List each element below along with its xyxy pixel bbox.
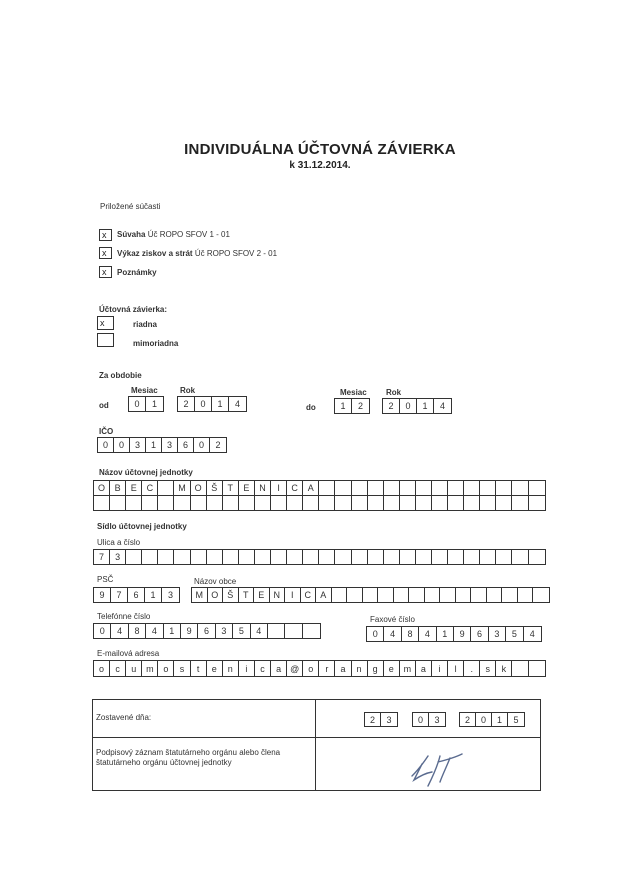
closing-type-checkbox-extraordinary[interactable] bbox=[97, 333, 114, 347]
compiled-month-field[interactable] bbox=[412, 712, 446, 727]
city-field-cell: Š bbox=[223, 588, 239, 602]
phone-field-cell: 1 bbox=[164, 624, 181, 638]
email-field-cell: e bbox=[384, 661, 400, 676]
to-year-field-cell: 4 bbox=[439, 401, 445, 411]
fax-field-cell: 3 bbox=[489, 627, 506, 641]
to-year-field-cell: 2 bbox=[383, 399, 400, 413]
entity-name-row-2-cell bbox=[158, 496, 174, 510]
email-field-cell: r bbox=[319, 661, 335, 676]
entity-name-row-1-cell: E bbox=[126, 481, 142, 495]
email-field-cell: . bbox=[464, 661, 480, 676]
signature-table-divider bbox=[315, 700, 316, 790]
email-field-cell: s bbox=[480, 661, 496, 676]
address-section-label: Sídlo účtovnej jednotky bbox=[97, 522, 187, 531]
entity-name-row-2-cell bbox=[400, 496, 416, 510]
compiled-day-field-cell: 3 bbox=[386, 714, 392, 725]
email-field-cell: o bbox=[303, 661, 319, 676]
street-field-cell bbox=[384, 550, 400, 564]
entity-name-row-1-cell bbox=[529, 481, 545, 495]
fax-field-cell: 0 bbox=[367, 627, 384, 641]
phone-field-cell bbox=[303, 624, 320, 638]
attachment-checkbox-2[interactable]: x bbox=[99, 247, 112, 259]
email-field-cell: n bbox=[223, 661, 239, 676]
entity-name-row-1-cell bbox=[416, 481, 432, 495]
street-field-cell bbox=[303, 550, 319, 564]
entity-name-row-1-cell: I bbox=[271, 481, 287, 495]
phone-field-cell: 8 bbox=[129, 624, 146, 638]
entity-name-row-2-cell bbox=[207, 496, 223, 510]
street-field-cell bbox=[368, 550, 384, 564]
compiled-year-field-cell: 5 bbox=[513, 714, 519, 725]
street-field-cell bbox=[158, 550, 174, 564]
fax-field-cell: 6 bbox=[471, 627, 488, 641]
ico-field-cell: 3 bbox=[162, 438, 178, 452]
entity-name-row-1-cell bbox=[352, 481, 368, 495]
email-field-cell: c bbox=[110, 661, 126, 676]
entity-name-row-1-cell bbox=[158, 481, 174, 495]
city-field-cell bbox=[409, 588, 425, 602]
email-field-cell: i bbox=[239, 661, 255, 676]
entity-name-row-2-cell bbox=[287, 496, 303, 510]
compiled-day-field[interactable] bbox=[364, 712, 398, 727]
entity-name-row-2-cell bbox=[512, 496, 528, 510]
entity-name-row-2-cell bbox=[464, 496, 480, 510]
street-field-cell bbox=[496, 550, 512, 564]
entity-name-row-2-cell bbox=[529, 496, 545, 510]
city-field-cell bbox=[363, 588, 379, 602]
entity-name-row-2-cell bbox=[94, 496, 110, 510]
compiled-date-label: Zostavené dňa: bbox=[96, 713, 152, 722]
street-field-cell bbox=[255, 550, 271, 564]
entity-name-row-1-cell bbox=[480, 481, 496, 495]
entity-name-row-2-cell bbox=[319, 496, 335, 510]
fax-field-cell: 5 bbox=[506, 627, 523, 641]
email-field-cell: m bbox=[400, 661, 416, 676]
city-label: Názov obce bbox=[194, 577, 237, 586]
to-label: do bbox=[306, 403, 316, 412]
street-field-cell bbox=[448, 550, 464, 564]
ico-label: IČO bbox=[99, 427, 114, 436]
signature-record-label: Podpisový záznam štatutárneho orgánu alebo člena štatutárneho orgánu účtovnej jednotky bbox=[96, 748, 281, 767]
entity-name-row-2-cell bbox=[384, 496, 400, 510]
from-label: od bbox=[99, 401, 109, 410]
street-field-cell bbox=[352, 550, 368, 564]
email-field-cell: l bbox=[448, 661, 464, 676]
phone-field-cell: 4 bbox=[146, 624, 163, 638]
psc-field-cell: 6 bbox=[128, 588, 145, 602]
street-field-cell bbox=[319, 550, 335, 564]
entity-name-row-1-cell bbox=[384, 481, 400, 495]
entity-name-row-1-cell: N bbox=[255, 481, 271, 495]
city-field-cell bbox=[471, 588, 487, 602]
city-field[interactable] bbox=[191, 587, 550, 603]
street-field-cell bbox=[223, 550, 239, 564]
phone-field-cell: 4 bbox=[251, 624, 268, 638]
psc-label: PSČ bbox=[97, 575, 114, 584]
closing-type-label-regular: riadna bbox=[133, 320, 158, 329]
entity-name-row-2-cell bbox=[352, 496, 368, 510]
phone-field-cell: 4 bbox=[111, 624, 128, 638]
phone-field-cell bbox=[285, 624, 302, 638]
email-field-cell: n bbox=[352, 661, 368, 676]
from-year-field-cell: 2 bbox=[178, 397, 195, 411]
entity-name-row-1-cell: Š bbox=[207, 481, 223, 495]
entity-name-row-1-cell bbox=[496, 481, 512, 495]
from-year-label: Rok bbox=[180, 386, 196, 395]
street-field-cell bbox=[207, 550, 223, 564]
ico-field[interactable] bbox=[97, 437, 227, 453]
entity-name-row-2-cell bbox=[335, 496, 351, 510]
entity-name-row-2-cell bbox=[174, 496, 190, 510]
city-field-cell: O bbox=[208, 588, 224, 602]
city-field-cell bbox=[440, 588, 456, 602]
period-label: Za obdobie bbox=[99, 371, 142, 380]
city-field-cell: M bbox=[192, 588, 208, 602]
email-field-cell: o bbox=[94, 661, 110, 676]
city-field-cell: E bbox=[254, 588, 270, 602]
entity-name-row-2-cell bbox=[110, 496, 126, 510]
email-field-cell: a bbox=[416, 661, 432, 676]
from-year-field-cell: 4 bbox=[234, 399, 240, 409]
email-field-cell: t bbox=[191, 661, 207, 676]
psc-field[interactable] bbox=[93, 587, 180, 603]
to-year-field[interactable] bbox=[382, 398, 452, 414]
phone-field-cell: 9 bbox=[181, 624, 198, 638]
phone-field-cell: 0 bbox=[94, 624, 111, 638]
city-field-cell bbox=[456, 588, 472, 602]
street-field-cell bbox=[287, 550, 303, 564]
street-field-cell bbox=[174, 550, 190, 564]
entity-name-row-2-cell bbox=[496, 496, 512, 510]
street-field-cell bbox=[335, 550, 351, 564]
entity-name-row-2-cell bbox=[432, 496, 448, 510]
fax-field-cell: 9 bbox=[454, 627, 471, 641]
city-field-cell bbox=[533, 588, 549, 602]
entity-name-row-2-cell bbox=[223, 496, 239, 510]
compiled-year-field[interactable] bbox=[459, 712, 525, 727]
street-field-cell bbox=[191, 550, 207, 564]
street-field[interactable] bbox=[93, 549, 546, 565]
city-field-cell bbox=[332, 588, 348, 602]
entity-name-label: Názov účtovnej jednotky bbox=[99, 468, 193, 477]
city-field-cell: I bbox=[285, 588, 301, 602]
email-field-cell bbox=[512, 661, 528, 676]
from-year-field-cell: 1 bbox=[212, 397, 229, 411]
fax-field-cell: 4 bbox=[384, 627, 401, 641]
to-month-field-cell: 1 bbox=[335, 399, 352, 413]
from-year-field-cell: 0 bbox=[195, 397, 212, 411]
email-field-cell: g bbox=[368, 661, 384, 676]
fax-field-cell: 1 bbox=[437, 627, 454, 641]
phone-field-cell: 5 bbox=[233, 624, 250, 638]
street-label: Ulica a číslo bbox=[97, 538, 141, 547]
entity-name-row-1-cell bbox=[319, 481, 335, 495]
from-year-field[interactable] bbox=[177, 396, 247, 412]
entity-name-row-1-cell: O bbox=[191, 481, 207, 495]
document-date: k 31.12.2014. bbox=[289, 160, 351, 171]
to-month-field[interactable] bbox=[334, 398, 370, 414]
entity-name-row-1-cell: B bbox=[110, 481, 126, 495]
email-field-cell: k bbox=[496, 661, 512, 676]
city-field-cell: C bbox=[301, 588, 317, 602]
street-field-cell bbox=[271, 550, 287, 564]
attachment-label-1: Súvaha Úč ROPO SFOV 1 - 01 bbox=[117, 230, 230, 239]
from-month-field-cell: 1 bbox=[151, 399, 157, 409]
to-year-field-cell: 0 bbox=[400, 399, 417, 413]
email-field-cell: s bbox=[174, 661, 190, 676]
city-field-cell: A bbox=[316, 588, 332, 602]
entity-name-row-1-cell: A bbox=[303, 481, 319, 495]
entity-name-row-1-cell bbox=[335, 481, 351, 495]
email-field-cell: m bbox=[142, 661, 158, 676]
street-field-cell bbox=[432, 550, 448, 564]
to-month-label: Mesiac bbox=[340, 388, 367, 397]
street-field-cell: 3 bbox=[110, 550, 126, 564]
street-field-cell bbox=[126, 550, 142, 564]
email-field-cell: a bbox=[335, 661, 351, 676]
phone-field[interactable] bbox=[93, 623, 321, 639]
ico-field-cell: 0 bbox=[114, 438, 130, 452]
street-field-cell bbox=[142, 550, 158, 564]
entity-name-row-1-cell bbox=[448, 481, 464, 495]
entity-name-row-1-cell: M bbox=[174, 481, 190, 495]
entity-name-row-2-cell bbox=[368, 496, 384, 510]
fax-field-cell: 4 bbox=[419, 627, 436, 641]
street-field-cell bbox=[416, 550, 432, 564]
entity-name-row-2-cell bbox=[239, 496, 255, 510]
street-field-cell bbox=[400, 550, 416, 564]
entity-name-row-2-cell bbox=[142, 496, 158, 510]
closing-type-checkbox-regular[interactable]: x bbox=[97, 316, 114, 330]
city-field-cell bbox=[502, 588, 518, 602]
email-field-cell: o bbox=[158, 661, 174, 676]
from-month-label: Mesiac bbox=[131, 386, 158, 395]
entity-name-row-2-cell bbox=[448, 496, 464, 510]
email-field-cell: @ bbox=[287, 661, 303, 676]
attachment-label-2: Výkaz ziskov a strát Úč ROPO SFOV 2 - 01 bbox=[117, 249, 278, 258]
city-field-cell bbox=[378, 588, 394, 602]
city-field-cell bbox=[347, 588, 363, 602]
fax-field[interactable] bbox=[366, 626, 542, 642]
compiled-month-field-cell: 0 bbox=[413, 713, 429, 726]
entity-name-row-2-cell bbox=[126, 496, 142, 510]
compiled-day-field-cell: 2 bbox=[365, 713, 381, 726]
to-month-field-cell: 2 bbox=[357, 401, 363, 411]
ico-field-cell: 1 bbox=[146, 438, 162, 452]
entity-name-row-2[interactable] bbox=[93, 495, 546, 511]
city-field-cell: N bbox=[270, 588, 286, 602]
to-year-label: Rok bbox=[386, 388, 402, 397]
email-label: E-mailová adresa bbox=[97, 649, 160, 658]
ico-field-cell: 3 bbox=[130, 438, 146, 452]
entity-name-row-1-cell: O bbox=[94, 481, 110, 495]
closing-type-label: Účtovná závierka: bbox=[99, 305, 168, 314]
entity-name-row-2-cell bbox=[255, 496, 271, 510]
entity-name-row-1-cell: C bbox=[142, 481, 158, 495]
email-field-cell: e bbox=[207, 661, 223, 676]
entity-name-row-2-cell bbox=[191, 496, 207, 510]
ico-field-cell: 6 bbox=[178, 438, 194, 452]
entity-name-row-1[interactable] bbox=[93, 480, 546, 496]
psc-field-cell: 9 bbox=[94, 588, 111, 602]
ico-field-cell: 2 bbox=[215, 440, 221, 450]
psc-field-cell: 7 bbox=[111, 588, 128, 602]
fax-field-cell: 8 bbox=[402, 627, 419, 641]
street-field-cell bbox=[480, 550, 496, 564]
email-field-cell: a bbox=[271, 661, 287, 676]
from-month-field-cell: 0 bbox=[129, 397, 146, 411]
psc-field-cell: 1 bbox=[145, 588, 162, 602]
email-field-cell: u bbox=[126, 661, 142, 676]
street-field-cell bbox=[529, 550, 545, 564]
fax-label: Faxové číslo bbox=[370, 615, 415, 624]
compiled-month-field-cell: 3 bbox=[434, 714, 440, 725]
city-field-cell bbox=[394, 588, 410, 602]
fax-field-cell: 4 bbox=[529, 629, 535, 639]
entity-name-row-2-cell bbox=[271, 496, 287, 510]
attachment-label-3: Poznámky bbox=[117, 268, 157, 277]
city-field-cell bbox=[425, 588, 441, 602]
attachments-label: Priložené súčasti bbox=[100, 202, 161, 211]
entity-name-row-1-cell: E bbox=[239, 481, 255, 495]
attachment-checkbox-1[interactable]: x bbox=[99, 229, 112, 241]
entity-name-row-1-cell: C bbox=[287, 481, 303, 495]
from-month-field[interactable] bbox=[128, 396, 164, 412]
entity-name-row-2-cell bbox=[303, 496, 319, 510]
signature-image bbox=[400, 746, 470, 790]
compiled-year-field-cell: 2 bbox=[460, 713, 476, 726]
street-field-cell bbox=[512, 550, 528, 564]
entity-name-row-1-cell bbox=[464, 481, 480, 495]
street-field-cell bbox=[239, 550, 255, 564]
email-field-cell: c bbox=[255, 661, 271, 676]
document-title: INDIVIDUÁLNA ÚČTOVNÁ ZÁVIERKA bbox=[184, 141, 456, 158]
psc-field-cell: 3 bbox=[167, 590, 173, 600]
closing-type-label-extraordinary: mimoriadna bbox=[133, 339, 179, 348]
street-field-cell: 7 bbox=[94, 550, 110, 564]
phone-field-cell bbox=[268, 624, 285, 638]
to-year-field-cell: 1 bbox=[417, 399, 434, 413]
entity-name-row-1-cell: T bbox=[223, 481, 239, 495]
phone-label: Telefónne číslo bbox=[97, 612, 151, 621]
street-field-cell bbox=[464, 550, 480, 564]
attachment-checkbox-3[interactable]: x bbox=[99, 266, 112, 278]
city-field-cell: T bbox=[239, 588, 255, 602]
city-field-cell bbox=[487, 588, 503, 602]
entity-name-row-2-cell bbox=[480, 496, 496, 510]
compiled-year-field-cell: 1 bbox=[492, 713, 508, 726]
email-field-cell: i bbox=[432, 661, 448, 676]
ico-field-cell: 0 bbox=[98, 438, 114, 452]
entity-name-row-1-cell bbox=[512, 481, 528, 495]
entity-name-row-2-cell bbox=[416, 496, 432, 510]
ico-field-cell: 0 bbox=[194, 438, 210, 452]
city-field-cell bbox=[518, 588, 534, 602]
entity-name-row-1-cell bbox=[368, 481, 384, 495]
phone-field-cell: 6 bbox=[198, 624, 215, 638]
phone-field-cell: 3 bbox=[216, 624, 233, 638]
email-field-cell bbox=[529, 661, 545, 676]
entity-name-row-1-cell bbox=[432, 481, 448, 495]
entity-name-row-1-cell bbox=[400, 481, 416, 495]
compiled-year-field-cell: 0 bbox=[476, 713, 492, 726]
email-field[interactable] bbox=[93, 660, 546, 677]
